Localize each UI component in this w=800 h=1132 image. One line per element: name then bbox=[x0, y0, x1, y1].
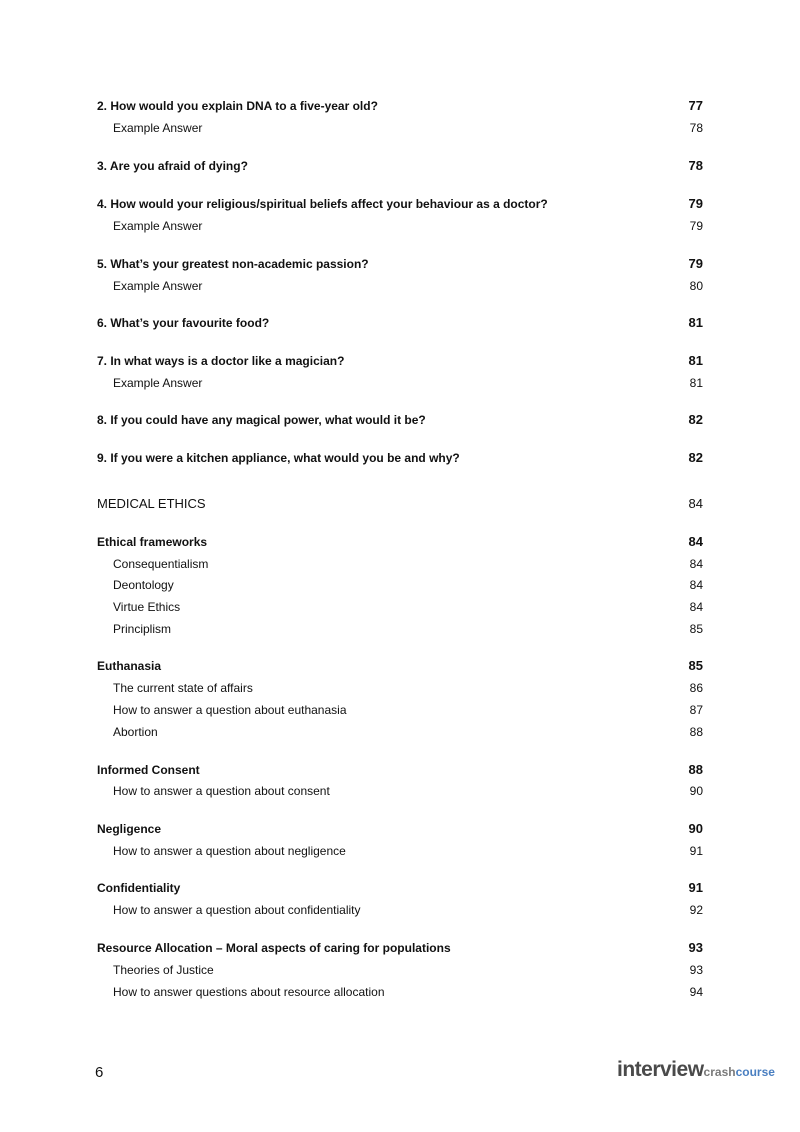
toc-entry bbox=[97, 98, 703, 114]
toc-entry-page: 93 bbox=[689, 963, 703, 977]
toc-entry-page: 92 bbox=[689, 903, 703, 917]
toc-entry-page: 80 bbox=[689, 279, 703, 293]
toc-entry-title: How to answer a question about confidentiality bbox=[113, 903, 361, 917]
toc-entry-title: Ethical frameworks bbox=[97, 535, 208, 549]
logo-text-interview: interview bbox=[617, 1058, 704, 1081]
toc-entry-page: 91 bbox=[689, 844, 703, 858]
toc-entry-title: Example Answer bbox=[113, 376, 203, 390]
toc-entry bbox=[97, 762, 703, 778]
toc-entry-page: 90 bbox=[688, 821, 703, 836]
toc-entry-page: 85 bbox=[688, 658, 703, 673]
brand-logo bbox=[617, 1058, 775, 1082]
toc-entry-title: Principlism bbox=[113, 622, 172, 636]
toc-subentry bbox=[113, 375, 703, 391]
toc-entry bbox=[97, 534, 703, 550]
toc-entry-page: 81 bbox=[688, 315, 703, 330]
toc-subentry bbox=[113, 599, 703, 615]
toc-entry-page: 88 bbox=[688, 762, 703, 777]
toc-entry-title: Deontology bbox=[113, 578, 174, 592]
toc-entry-page: 84 bbox=[688, 496, 703, 511]
toc-entry bbox=[97, 315, 703, 331]
toc-subentry bbox=[113, 902, 703, 918]
toc-subentry bbox=[113, 680, 703, 696]
toc-entry bbox=[97, 940, 703, 956]
toc-entry-title: Confidentiality bbox=[97, 881, 181, 895]
toc-subentry bbox=[113, 120, 703, 136]
toc-entry-page: 93 bbox=[688, 940, 703, 955]
toc-entry-title: 6. What’s your favourite food? bbox=[97, 316, 270, 330]
toc-entry-page: 91 bbox=[688, 880, 703, 895]
page-number: 6 bbox=[95, 1064, 104, 1081]
toc-entry-title: Virtue Ethics bbox=[113, 600, 181, 614]
toc-subentry bbox=[113, 783, 703, 799]
logo-text-crash: crash bbox=[703, 1065, 736, 1079]
toc-entry-page: 84 bbox=[689, 578, 703, 592]
toc-entry-title: Example Answer bbox=[113, 279, 203, 293]
toc-entry-title: 2. How would you explain DNA to a five-year old? bbox=[97, 99, 378, 113]
toc-entry-page: 90 bbox=[689, 784, 703, 798]
toc-subentry bbox=[113, 962, 703, 978]
toc-entry-title: How to answer a question about consent bbox=[113, 784, 330, 798]
toc-entry-title: Resource Allocation – Moral aspects of caring for populations bbox=[97, 941, 451, 955]
toc-entry-page: 79 bbox=[688, 196, 703, 211]
toc-entry bbox=[97, 821, 703, 837]
toc-entry-page: 79 bbox=[689, 219, 703, 233]
toc-entry-title: How to answer a question about euthanasia bbox=[113, 703, 347, 717]
toc-entry-title: Example Answer bbox=[113, 219, 203, 233]
toc-entry-title: Consequentialism bbox=[113, 557, 209, 571]
toc-entry-page: 78 bbox=[689, 121, 703, 135]
toc-entry-title: The current state of affairs bbox=[113, 681, 253, 695]
logo-text-course: course bbox=[735, 1065, 775, 1079]
toc-entry-page: 84 bbox=[689, 600, 703, 614]
toc-section-heading bbox=[97, 496, 703, 512]
toc-entry-title: Informed Consent bbox=[97, 763, 200, 777]
toc-entry-title: Euthanasia bbox=[97, 659, 162, 673]
toc-entry bbox=[97, 158, 703, 174]
toc-entry-title: 8. If you could have any magical power, what would it be? bbox=[97, 413, 426, 427]
toc-entry-page: 79 bbox=[688, 256, 703, 271]
toc-subentry bbox=[113, 843, 703, 859]
toc-entry bbox=[97, 658, 703, 674]
toc-entry-title: How to answer a question about negligence bbox=[113, 844, 346, 858]
toc-entry bbox=[97, 880, 703, 896]
toc-entry-page: 81 bbox=[688, 353, 703, 368]
toc-entry-title: 7. In what ways is a doctor like a magician? bbox=[97, 354, 345, 368]
toc-subentry bbox=[113, 556, 703, 572]
toc-entry-title: 9. If you were a kitchen appliance, what would you be and why? bbox=[97, 451, 460, 465]
toc-entry-title: How to answer questions about resource allocation bbox=[113, 985, 385, 999]
toc-entry bbox=[97, 196, 703, 212]
toc-entry-page: 82 bbox=[688, 450, 703, 465]
toc-subentry bbox=[113, 621, 703, 637]
toc-entry-title: Theories of Justice bbox=[113, 963, 214, 977]
toc-entry bbox=[97, 412, 703, 428]
toc-entry-title: 4. How would your religious/spiritual beliefs affect your behaviour as a doctor? bbox=[97, 197, 548, 211]
toc-entry-page: 84 bbox=[689, 557, 703, 571]
toc-entry-page: 86 bbox=[689, 681, 703, 695]
toc-entry-page: 77 bbox=[688, 98, 703, 113]
toc-entry-title: MEDICAL ETHICS bbox=[97, 496, 206, 511]
toc-subentry bbox=[113, 577, 703, 593]
toc-entry-page: 94 bbox=[689, 985, 703, 999]
toc-entry-page: 78 bbox=[688, 158, 703, 173]
toc-entry-title: 5. What’s your greatest non-academic passion? bbox=[97, 257, 369, 271]
toc-entry bbox=[97, 450, 703, 466]
toc-subentry bbox=[113, 278, 703, 294]
toc-entry-page: 81 bbox=[689, 376, 703, 390]
toc-entry bbox=[97, 256, 703, 272]
toc-subentry bbox=[113, 702, 703, 718]
toc-entry-page: 88 bbox=[689, 725, 703, 739]
toc-entry-page: 85 bbox=[689, 622, 703, 636]
toc-subentry bbox=[113, 984, 703, 1000]
toc-entry-title: Example Answer bbox=[113, 121, 203, 135]
toc-entry-title: 3. Are you afraid of dying? bbox=[97, 159, 248, 173]
toc-entry-title: Abortion bbox=[113, 725, 158, 739]
toc-entry-page: 84 bbox=[688, 534, 703, 549]
toc-entry bbox=[97, 353, 703, 369]
toc-entry-page: 82 bbox=[688, 412, 703, 427]
toc-subentry bbox=[113, 218, 703, 234]
toc-entry-title: Negligence bbox=[97, 822, 162, 836]
toc-subentry bbox=[113, 724, 703, 740]
toc-entry-page: 87 bbox=[689, 703, 703, 717]
